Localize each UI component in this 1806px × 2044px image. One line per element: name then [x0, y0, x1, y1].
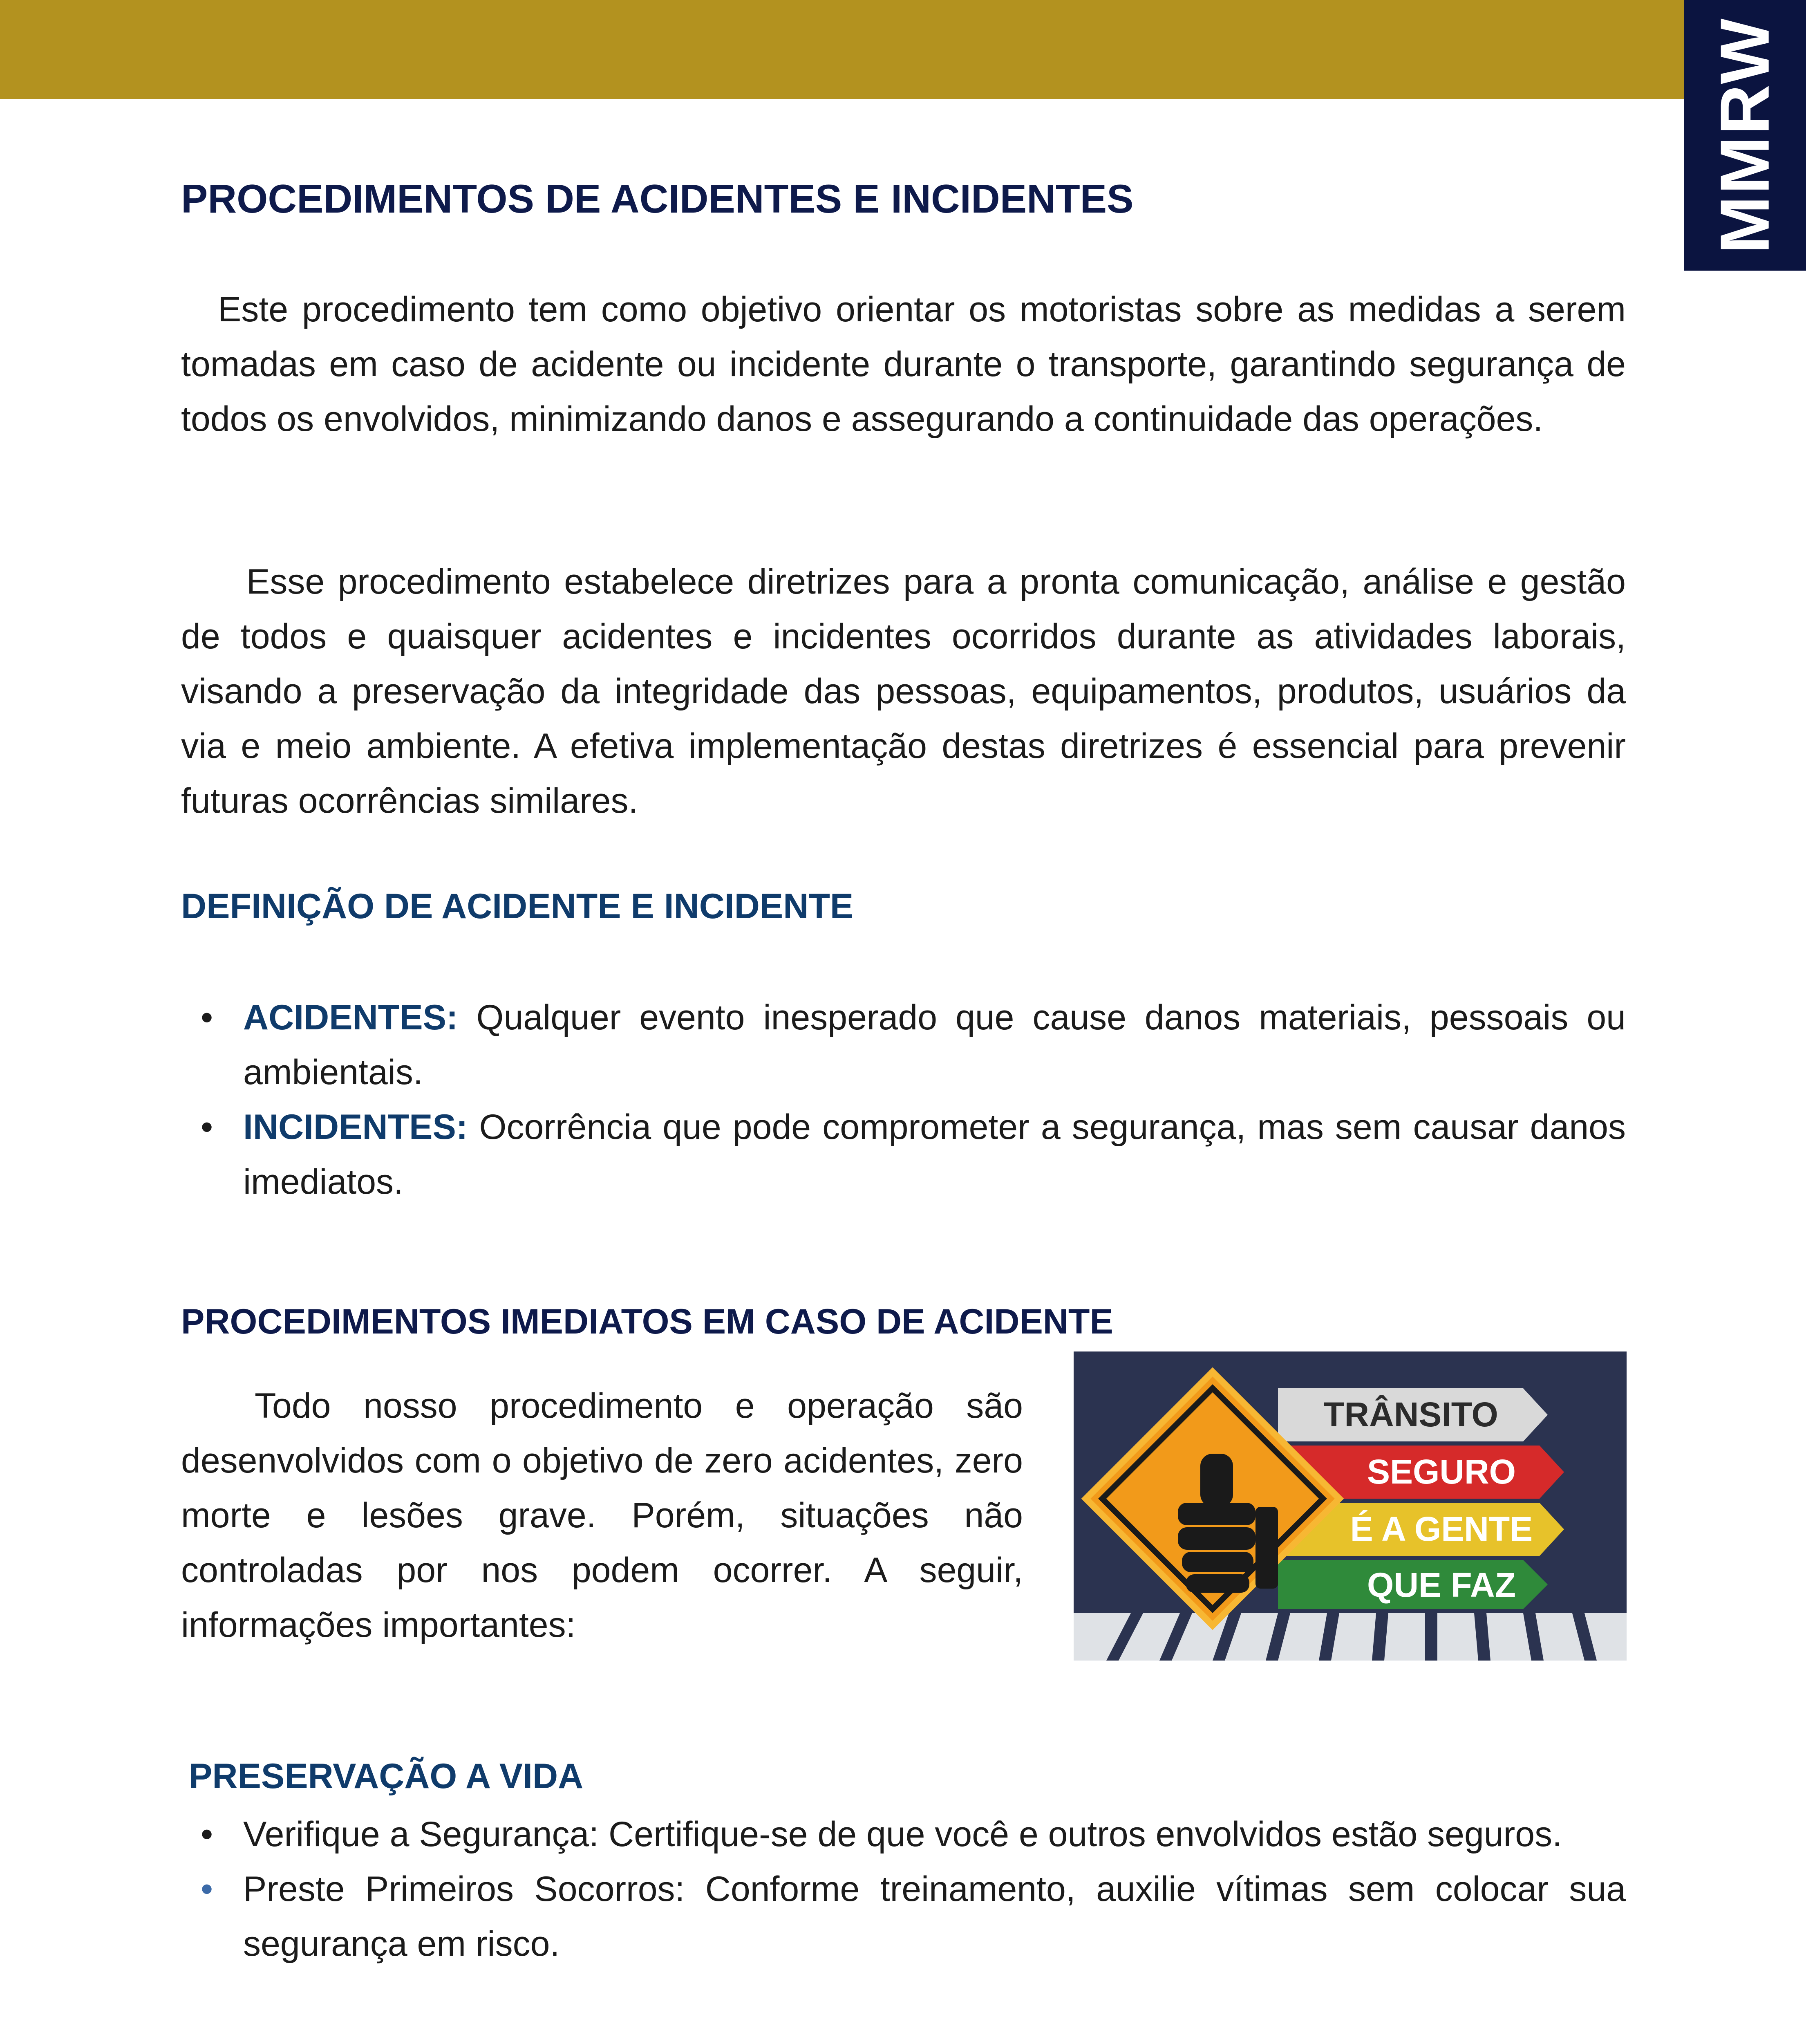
term-label: INCIDENTES:	[243, 1107, 468, 1147]
bullet-icon: •	[201, 1815, 213, 1854]
bullet-icon: •	[201, 1107, 213, 1147]
bullet-icon: •	[201, 1869, 213, 1909]
list-item-text: Verifique a Segurança: Certifique-se de que você e outros envolvidos estão seguros.	[243, 1815, 1562, 1854]
page-title: PROCEDIMENTOS DE ACIDENTES E INCIDENTES	[181, 176, 1134, 221]
list-item	[181, 1862, 1626, 1971]
list-item	[181, 1807, 1626, 1862]
bullet-icon: •	[201, 998, 213, 1037]
list-item-text: Preste Primeiros Socorros: Conforme treinamento, auxilie vítimas sem colocar sua segurança em risco.	[243, 1869, 1626, 1963]
list-item	[181, 990, 1626, 1100]
side-tab-label: MMRW	[1706, 17, 1784, 254]
term-text: Qualquer evento inesperado que cause danos materiais, pessoais ou ambientais.	[243, 998, 1626, 1092]
immediate-paragraph: Todo nosso procedimento e operação são desenvolvidos com o objetivo de zero acidentes, zero morte e lesões grave. Porém, situações não controladas por nos podem ocorrer. A seguir, informações importantes:	[181, 1386, 1023, 1645]
sign-line-2: SEGURO	[1367, 1452, 1516, 1491]
traffic-safety-image	[1074, 1351, 1627, 1661]
sign-line-3: É A GENTE	[1350, 1510, 1533, 1548]
intro-paragraph-2: Esse procedimento estabelece diretrizes para a pronta comunicação, análise e gestão de todos e quaisquer acidentes e incidentes ocorridos durante as atividades laborais, visando a preservação da integridade das pessoas, equipamentos, produtos, usuários da via e meio ambiente. A efetiva implementação destas diretrizes é essencial para prevenir futuras ocorrências similares.	[181, 562, 1626, 820]
sign-line-4: QUE FAZ	[1367, 1566, 1516, 1604]
list-item	[181, 1100, 1626, 1209]
term-text: Ocorrência que pode comprometer a segurança, mas sem causar danos imediatos.	[243, 1107, 1626, 1201]
term-label: ACIDENTES:	[243, 998, 458, 1037]
top-gold-bar	[0, 0, 1806, 99]
definition-list	[181, 990, 1626, 1209]
sign-line-1: TRÂNSITO	[1323, 1395, 1498, 1434]
immediate-heading: PROCEDIMENTOS IMEDIATOS EM CASO DE ACIDENTE	[181, 1302, 1113, 1341]
side-tab	[1684, 0, 1806, 271]
intro-paragraph-1: Este procedimento tem como objetivo orientar os motoristas sobre as medidas a serem tomadas em caso de acidente ou incidente durante o transporte, garantindo segurança de todos os envolvidos, minimizando danos e assegurando a continuidade das operações.	[181, 290, 1626, 439]
definition-heading: DEFINIÇÃO DE ACIDENTE E INCIDENTE	[181, 887, 854, 926]
preservation-heading: PRESERVAÇÃO A VIDA	[189, 1757, 584, 1796]
preservation-list	[181, 1807, 1626, 1971]
